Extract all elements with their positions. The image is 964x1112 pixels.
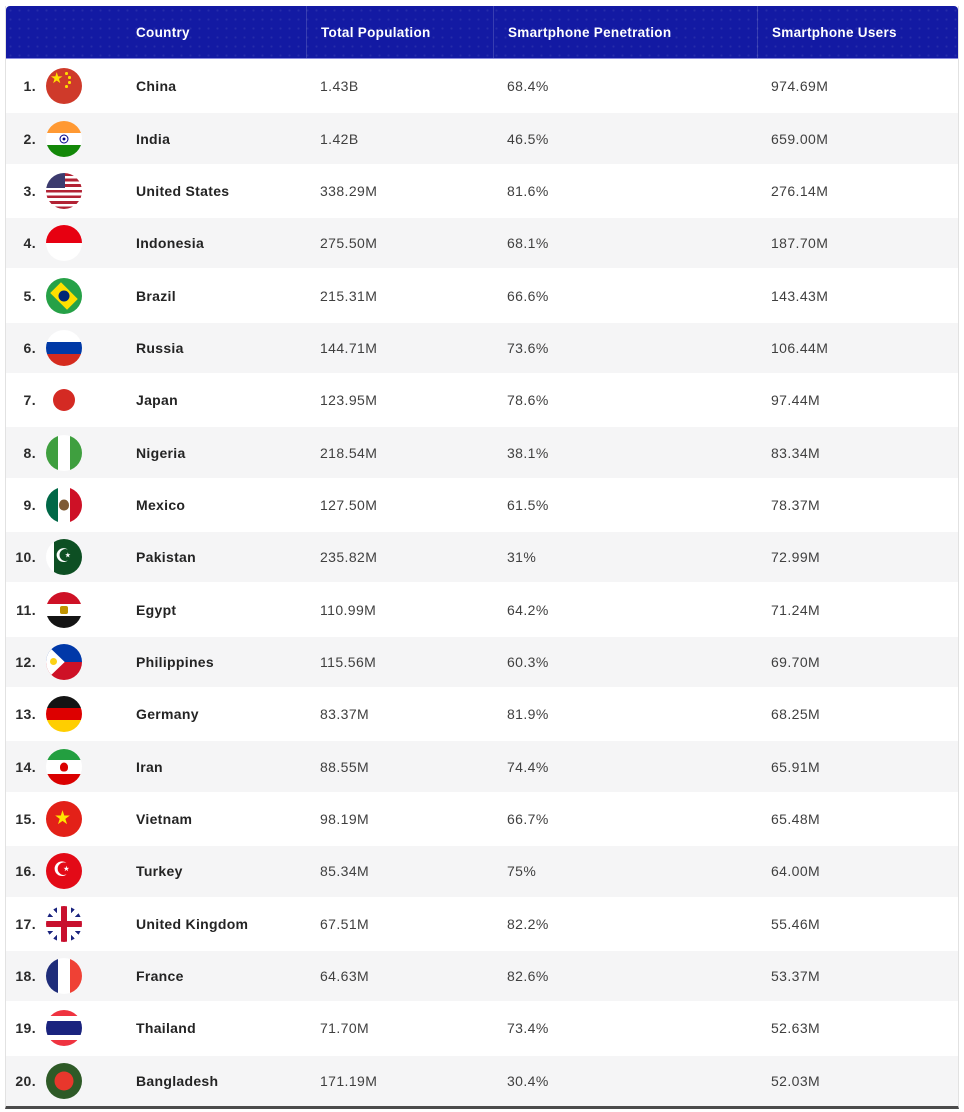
rank-label: 19. (15, 1020, 36, 1037)
rank-label: 13. (15, 706, 36, 723)
smartphone-users-value: 78.37M (771, 496, 821, 513)
rank-flag-cell (6, 487, 122, 523)
total-population-value: 110.99M (320, 601, 377, 618)
total-population-value: 235.82M (320, 549, 378, 566)
country-name: Turkey (136, 863, 183, 880)
rank-flag-cell (6, 1063, 122, 1099)
rank-flag-cell (6, 539, 122, 575)
total-population-value: 215.31M (320, 287, 378, 304)
rank-flag-cell (6, 382, 122, 418)
total-population-value: 1.43B (320, 78, 359, 95)
smartphone-penetration-value: 68.1% (507, 235, 549, 252)
smartphone-penetration-value: 31% (507, 549, 537, 566)
table-row (6, 897, 958, 949)
total-population-value: 171.19M (320, 1072, 378, 1089)
rank-label: 14. (15, 758, 36, 775)
total-population-value: 144.71M (320, 339, 378, 356)
smartphone-penetration-value: 30.4% (507, 1072, 549, 1089)
smartphone-users-value: 71.24M (771, 601, 821, 618)
total-population-value: 67.51M (320, 915, 370, 932)
flag-brazil-icon (46, 278, 82, 314)
table-row (6, 268, 958, 320)
table-row (6, 164, 958, 216)
flag-china-icon (46, 68, 82, 104)
rank-flag-cell (6, 644, 122, 680)
rank-label: 4. (23, 235, 36, 252)
flag-japan-icon (46, 382, 82, 418)
country-name: Iran (136, 758, 163, 775)
smartphone-penetration-value: 73.6% (507, 339, 549, 356)
smartphone-users-value: 53.37M (771, 968, 821, 985)
rank-label: 3. (23, 182, 36, 199)
flag-germany-icon (46, 696, 82, 732)
smartphone-users-value: 143.43M (771, 287, 829, 304)
smartphone-users-value: 83.34M (771, 444, 821, 461)
rank-flag-cell (6, 121, 122, 157)
smartphone-users-table (5, 6, 959, 1109)
flag-turkey-icon (46, 853, 82, 889)
rank-flag-cell (6, 958, 122, 994)
rank-label: 8. (23, 444, 36, 461)
smartphone-users-value: 69.70M (771, 653, 821, 670)
smartphone-users-value: 64.00M (771, 863, 821, 880)
smartphone-users-value: 72.99M (771, 549, 821, 566)
smartphone-penetration-value: 64.2% (507, 601, 549, 618)
smartphone-penetration-value: 46.5% (507, 130, 549, 147)
country-name: United States (136, 182, 230, 199)
smartphone-users-value: 659.00M (771, 130, 829, 147)
flag-france-icon (46, 958, 82, 994)
smartphone-penetration-value: 81.9% (507, 706, 549, 723)
smartphone-penetration-value: 78.6% (507, 392, 549, 409)
total-population-value: 85.34M (320, 863, 370, 880)
smartphone-users-value: 276.14M (771, 182, 829, 199)
flag-pakistan-icon (46, 539, 82, 575)
table-row (6, 844, 958, 896)
table-row (6, 949, 958, 1001)
smartphone-users-value: 65.48M (771, 810, 821, 827)
rank-flag-cell (6, 906, 122, 942)
total-population-value: 88.55M (320, 758, 370, 775)
total-population-value: 83.37M (320, 706, 370, 723)
smartphone-penetration-value: 73.4% (507, 1020, 549, 1037)
smartphone-users-value: 65.91M (771, 758, 821, 775)
table-row (6, 792, 958, 844)
country-name: China (136, 78, 177, 95)
table-row (6, 321, 958, 373)
rank-label: 15. (15, 810, 36, 827)
country-name: Bangladesh (136, 1072, 219, 1089)
rank-flag-cell (6, 435, 122, 471)
flag-egypt-icon (46, 592, 82, 628)
flag-philippines-icon (46, 644, 82, 680)
smartphone-penetration-value: 66.6% (507, 287, 549, 304)
header-cell-country: Country (136, 24, 190, 40)
smartphone-penetration-value: 82.2% (507, 915, 549, 932)
flag-vietnam-icon (46, 801, 82, 837)
country-name: France (136, 968, 184, 985)
rank-flag-cell (6, 592, 122, 628)
rank-label: 12. (15, 653, 36, 670)
rank-label: 2. (23, 130, 36, 147)
table-row (6, 478, 958, 530)
country-name: Indonesia (136, 235, 205, 252)
smartphone-users-value: 106.44M (771, 339, 829, 356)
total-population-value: 98.19M (320, 810, 370, 827)
country-name: United Kingdom (136, 915, 249, 932)
table-row (6, 1054, 958, 1106)
rank-label: 5. (23, 287, 36, 304)
rank-flag-cell (6, 801, 122, 837)
table-row (6, 59, 958, 111)
header-cell-smartphone-penetration: Smartphone Penetration (493, 6, 757, 58)
smartphone-users-value: 68.25M (771, 706, 821, 723)
total-population-value: 71.70M (320, 1020, 370, 1037)
table-body (6, 59, 958, 1106)
country-name: Germany (136, 706, 199, 723)
rank-flag-cell (6, 173, 122, 209)
smartphone-penetration-value: 66.7% (507, 810, 549, 827)
rank-label: 18. (15, 968, 36, 985)
table-row (6, 582, 958, 634)
rank-label: 16. (15, 863, 36, 880)
rank-label: 11. (16, 601, 36, 618)
table-header (6, 6, 958, 59)
flag-united-kingdom-icon (46, 906, 82, 942)
rank-flag-cell (6, 853, 122, 889)
rank-flag-cell (6, 696, 122, 732)
rank-flag-cell (6, 1010, 122, 1046)
smartphone-users-value: 974.69M (771, 78, 829, 95)
total-population-value: 64.63M (320, 968, 370, 985)
flag-mexico-icon (46, 487, 82, 523)
smartphone-penetration-value: 68.4% (507, 78, 549, 95)
country-name: Mexico (136, 496, 186, 513)
table-row (6, 1001, 958, 1053)
table-row (6, 635, 958, 687)
header-cell-total-population: Total Population (306, 6, 493, 58)
smartphone-penetration-value: 61.5% (507, 496, 549, 513)
country-name: Russia (136, 339, 184, 356)
flag-indonesia-icon (46, 225, 82, 261)
smartphone-users-value: 187.70M (771, 235, 829, 252)
flag-nigeria-icon (46, 435, 82, 471)
smartphone-penetration-value: 82.6% (507, 968, 549, 985)
rank-label: 10. (15, 549, 36, 566)
table-row (6, 111, 958, 163)
rank-label: 6. (23, 339, 36, 356)
rank-label: 1. (23, 78, 36, 95)
rank-flag-cell (6, 68, 122, 104)
table-row (6, 739, 958, 791)
total-population-value: 338.29M (320, 182, 378, 199)
country-name: Vietnam (136, 810, 193, 827)
country-name: India (136, 130, 171, 147)
flag-united-states-icon (46, 173, 82, 209)
smartphone-penetration-value: 38.1% (507, 444, 549, 461)
flag-thailand-icon (46, 1010, 82, 1046)
country-name: Brazil (136, 287, 176, 304)
smartphone-users-value: 97.44M (771, 392, 821, 409)
smartphone-users-value: 55.46M (771, 915, 821, 932)
rank-flag-cell (6, 225, 122, 261)
flag-russia-icon (46, 330, 82, 366)
flag-iran-icon (46, 749, 82, 785)
smartphone-penetration-value: 74.4% (507, 758, 549, 775)
country-name: Pakistan (136, 549, 196, 566)
rank-flag-cell (6, 330, 122, 366)
country-name: Nigeria (136, 444, 186, 461)
table-row (6, 687, 958, 739)
table-row (6, 373, 958, 425)
table-row (6, 216, 958, 268)
country-name: Thailand (136, 1020, 196, 1037)
smartphone-penetration-value: 81.6% (507, 182, 549, 199)
header-cell-rank-flag (6, 6, 122, 58)
country-name: Egypt (136, 601, 177, 618)
country-name: Japan (136, 392, 178, 409)
rank-label: 7. (23, 392, 36, 409)
smartphone-users-value: 52.03M (771, 1072, 821, 1089)
total-population-value: 123.95M (320, 392, 378, 409)
smartphone-penetration-value: 60.3% (507, 653, 549, 670)
flag-india-icon (46, 121, 82, 157)
total-population-value: 115.56M (320, 653, 377, 670)
rank-label: 17. (15, 915, 36, 932)
smartphone-users-value: 52.63M (771, 1020, 821, 1037)
country-name: Philippines (136, 653, 214, 670)
total-population-value: 127.50M (320, 496, 378, 513)
rank-flag-cell (6, 278, 122, 314)
table-row (6, 530, 958, 582)
rank-flag-cell (6, 749, 122, 785)
smartphone-penetration-value: 75% (507, 863, 537, 880)
rank-label: 20. (15, 1072, 36, 1089)
table-row (6, 425, 958, 477)
header-cell-smartphone-users: Smartphone Users (757, 6, 958, 58)
total-population-value: 218.54M (320, 444, 378, 461)
rank-label: 9. (23, 496, 36, 513)
total-population-value: 1.42B (320, 130, 359, 147)
flag-bangladesh-icon (46, 1063, 82, 1099)
total-population-value: 275.50M (320, 235, 378, 252)
